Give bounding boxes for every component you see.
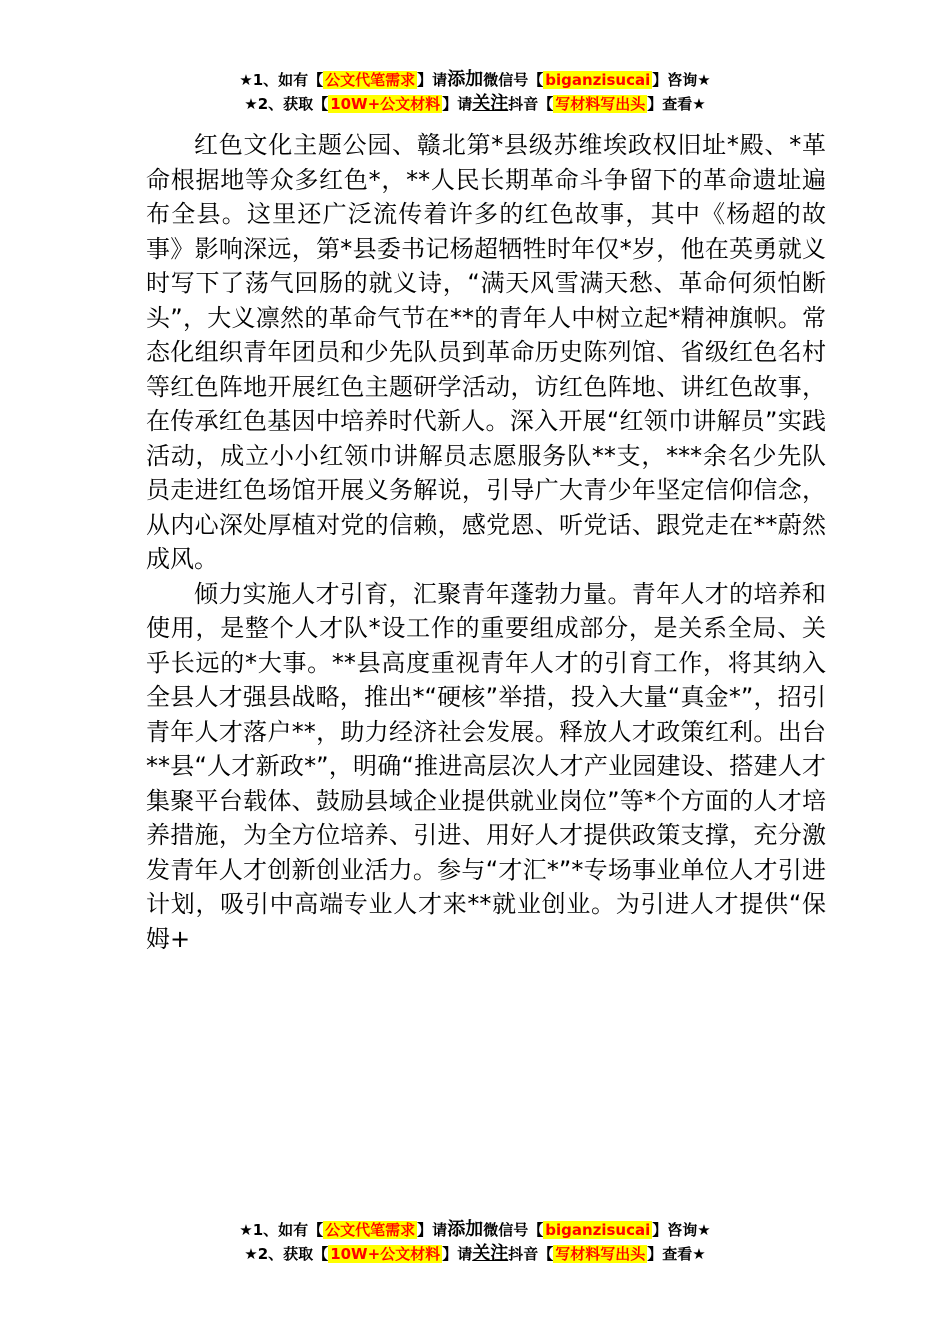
banner-text: 】请 (442, 1245, 473, 1263)
highlight-wechat-id: biganzisucai (545, 71, 651, 89)
banner-text: 】查看★ (647, 95, 706, 113)
emphasis-text: 关注 (472, 1243, 509, 1264)
banner-line-1 (0, 1218, 950, 1242)
paragraph: 红色文化主题公园、赣北第*县级苏维埃政权旧址*殿、*革命根据地等众多红色*，**人民长期革命斗争留下的革命遗址遍布全县。这里还广泛流传着许多的红色故事，其中《杨超的故事》影响深远，第*县委书记杨超牺牲时年仅*岁，他在英勇就义时写下了荡气回肠的就义诗，“满天风雪满天愁、革命何须怕断头”，大义凛然的革命气节在**的青年人中树立起*精神旗帜。常态化组织青年团员和少先队员到革命历史陈列馆、省级红色名村等红色阵地开展红色主题研学活动，访红色阵地、讲红色故事，在传承红色基因中培养时代新人。深入开展“红领巾讲解员”实践活动，成立小小红领巾讲解员志愿服务队**支，***余名少先队员走进红色场馆开展义务解说，引导广大青少年坚定信仰信念，从内心深处厚植对党的信赖，感党恩、听党话、跟党走在**蔚然成风。 (146, 131, 826, 573)
footer-banner (0, 1218, 950, 1266)
banner-text: 微信号【 (483, 71, 544, 89)
banner-text: ★2、获取【 (244, 95, 329, 113)
banner-text: 】请 (417, 1221, 448, 1239)
banner-text: 微信号【 (483, 1221, 544, 1239)
banner-text: ★2、获取【 (244, 1245, 329, 1263)
banner-line-2 (0, 92, 950, 116)
banner-text: 】请 (417, 71, 448, 89)
highlight-materials: 10W+公文材料 (330, 1245, 441, 1263)
highlight-service: 公文代笔需求 (325, 71, 416, 89)
highlight-wechat-id: biganzisucai (545, 1221, 651, 1239)
banner-text: 】咨询★ (652, 1221, 711, 1239)
emphasis-text: 关注 (472, 93, 509, 114)
highlight-materials: 10W+公文材料 (330, 95, 441, 113)
banner-text: 抖音【 (508, 1245, 554, 1263)
highlight-service: 公文代笔需求 (325, 1221, 416, 1239)
highlight-douyin: 写材料写出头 (555, 95, 646, 113)
banner-text: ★1、如有【 (239, 1221, 324, 1239)
emphasis-text: 添加 (447, 69, 484, 90)
highlight-douyin: 写材料写出头 (555, 1245, 646, 1263)
banner-line-1 (0, 68, 950, 92)
banner-text: ★1、如有【 (239, 71, 324, 89)
banner-text: 】查看★ (647, 1245, 706, 1263)
banner-line-2 (0, 1242, 950, 1266)
header-banner (0, 68, 950, 116)
banner-text: 】咨询★ (652, 71, 711, 89)
paragraph: 倾力实施人才引育，汇聚青年蓬勃力量。青年人才的培养和使用，是整个人才队*设工作的重要组成部分，是关系全局、关乎长远的*大事。**县高度重视青年人才的引育工作，将其纳入全县人才强县战略，推出*“硬核”举措，投入大量“真金*”，招引青年人才落户**，助力经济社会发展。释放人才政策红利。出台**县“人才新政*”，明确“推进高层次人才产业园建设、搭建人才集聚平台载体、鼓励县域企业提供就业岗位”等*个方面的人才培养措施，为全方位培养、引进、用好人才提供政策支撑，充分激发青年人才创新创业活力。参与“才汇*”*专场事业单位人才引进计划，吸引中高端专业人才来**就业创业。为引进人才提供“保姆+ (146, 579, 826, 953)
emphasis-text: 添加 (447, 1219, 484, 1240)
banner-text: 抖音【 (508, 95, 554, 113)
document-body (146, 128, 826, 956)
banner-text: 】请 (442, 95, 473, 113)
